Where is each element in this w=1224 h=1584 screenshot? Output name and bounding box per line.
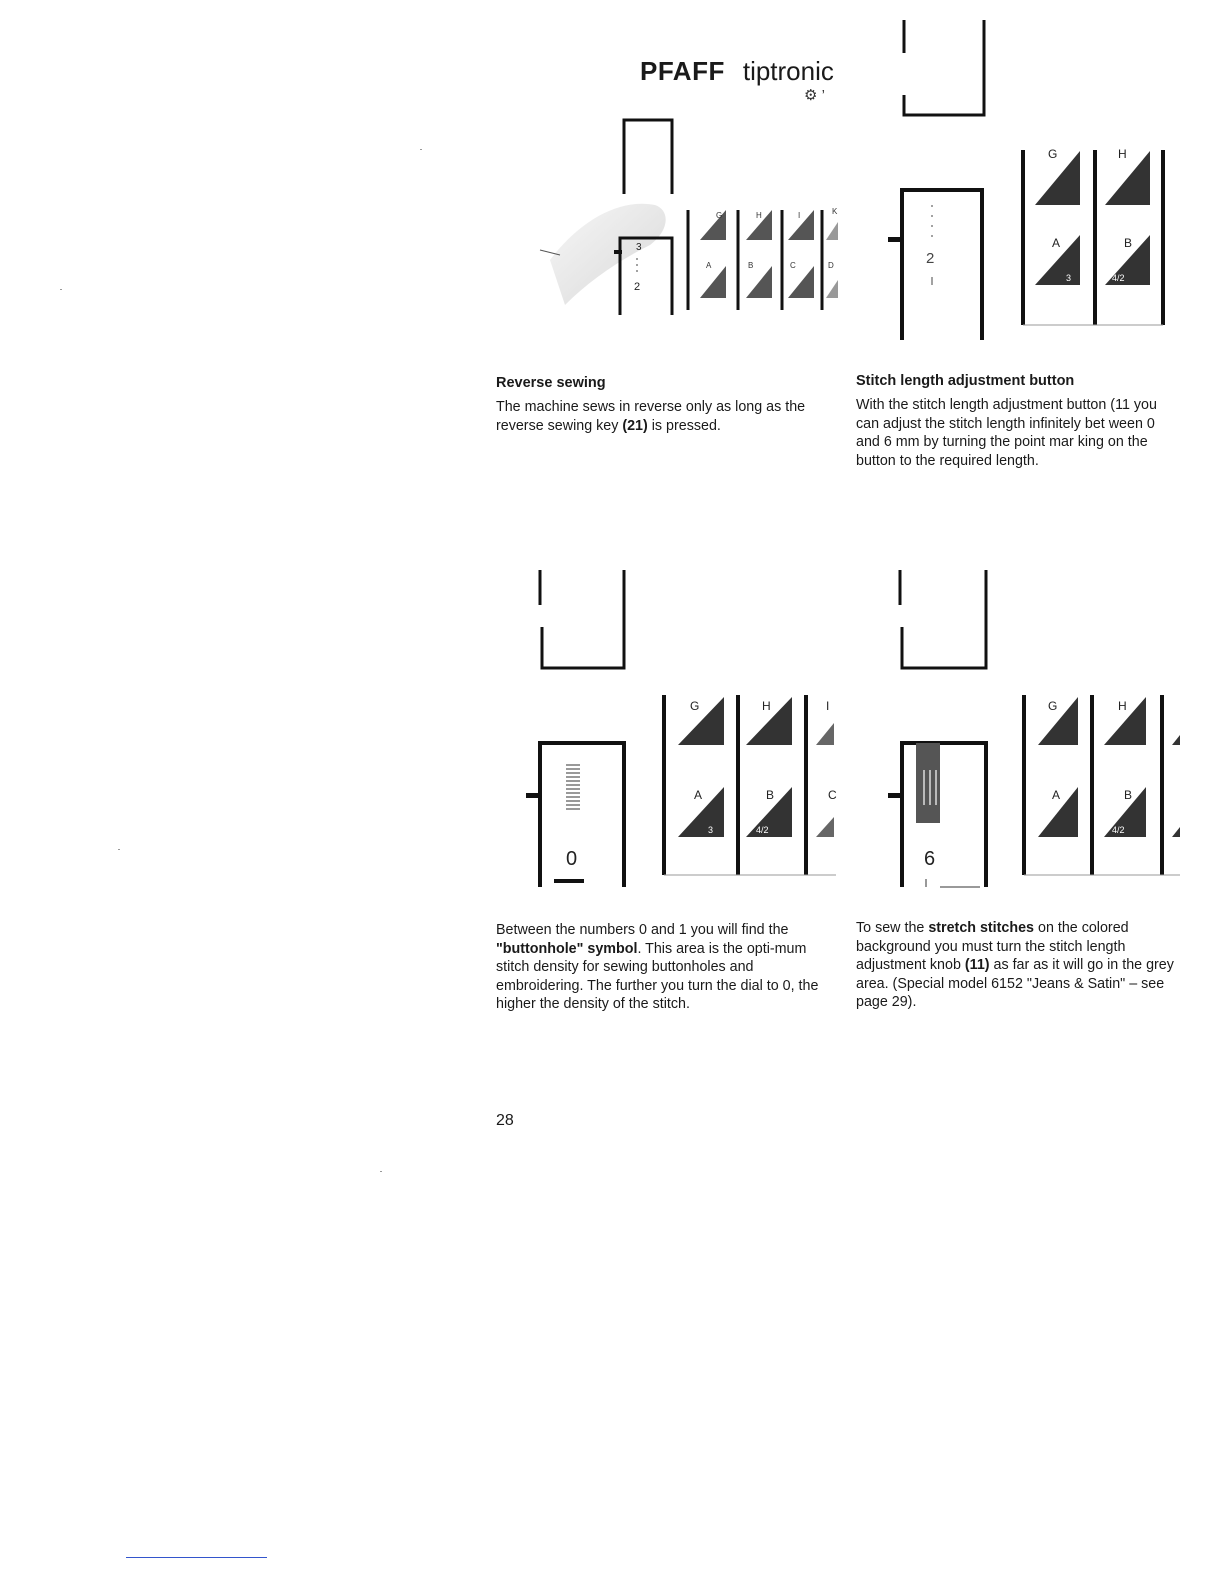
key-g: G <box>690 699 700 713</box>
section-text-buttonhole: Between the numbers 0 and 1 you will find the "buttonhole" symbol. This area is the opti-mum stitch density for sewing buttonholes and embroidering. The further you turn the dial to 0, the higher the density of the stitch. <box>496 922 819 1012</box>
key-c: C <box>790 261 796 270</box>
key-b: B <box>766 788 775 802</box>
section-text-stitch-length: With the stitch length adjustment button (11 you can adjust the stitch length infinitely bet ween 0 and 6 mm by turning the point mar king on the button to the required length. <box>856 397 1157 469</box>
key-h: H <box>1118 147 1127 161</box>
key-label-3: 3 <box>1066 273 1072 283</box>
figure-stitch-length <box>880 15 1180 345</box>
key-label-3: 3 <box>708 825 714 835</box>
section-text-reverse-sewing: The machine sews in reverse only as long as the reverse sewing key (21) is pressed. <box>496 399 806 434</box>
key-a: A <box>694 788 703 802</box>
key-label-42: 4/2 <box>1112 825 1125 835</box>
key-g: G <box>1048 699 1058 713</box>
key-i: I <box>826 699 830 713</box>
key-a: A <box>1052 236 1061 250</box>
key-h: H <box>762 699 771 713</box>
scan-speck <box>60 289 62 290</box>
scan-speck <box>118 849 120 850</box>
key-a: A <box>1052 788 1061 802</box>
section-text-stretch-stitches: To sew the stretch stitches on the colored background you must turn the stitch length adjustment knob (11) as far as it will go in the grey area. (Special model 6152 "Jeans & Satin" – see page 29). <box>856 920 1174 1010</box>
figure-buttonhole-setting <box>520 565 840 895</box>
dial-digit: 2 <box>926 250 935 267</box>
dial-digit: 6 <box>924 848 936 870</box>
key-g: G <box>1048 147 1058 161</box>
key-a: A <box>706 261 712 270</box>
key-c: C <box>828 788 837 802</box>
key-label-42: 4/2 <box>1112 273 1125 283</box>
figure-reverse-sewing <box>520 110 850 330</box>
dial-digit-3: 3 <box>636 242 642 253</box>
page-number: 28 <box>496 1112 514 1129</box>
key-b: B <box>1124 788 1133 802</box>
brand-logo <box>640 58 834 84</box>
model-name: tiptronic <box>742 56 834 86</box>
key-h: H <box>1118 699 1127 713</box>
scan-speck <box>420 149 422 150</box>
key-k: K <box>832 207 838 216</box>
brand-name: PFAFF <box>640 56 725 86</box>
key-i: I <box>798 211 801 220</box>
section-title-stitch-length: Stitch length adjustment button <box>856 373 1075 389</box>
key-g: G <box>716 211 723 220</box>
footer-rule <box>126 1557 267 1558</box>
key-b: B <box>1124 236 1133 250</box>
dial-digit: 0 <box>566 848 578 870</box>
key-b: B <box>748 261 754 270</box>
section-title-reverse-sewing: Reverse sewing <box>496 375 606 391</box>
gear-icon: ⚙ ’ <box>804 87 825 104</box>
scan-speck <box>380 1171 382 1172</box>
key-h: H <box>756 211 762 220</box>
key-d: D <box>828 261 834 270</box>
dial-digit-2: 2 <box>634 281 641 293</box>
key-label-42: 4/2 <box>756 825 769 835</box>
figure-stretch-setting <box>880 565 1190 895</box>
